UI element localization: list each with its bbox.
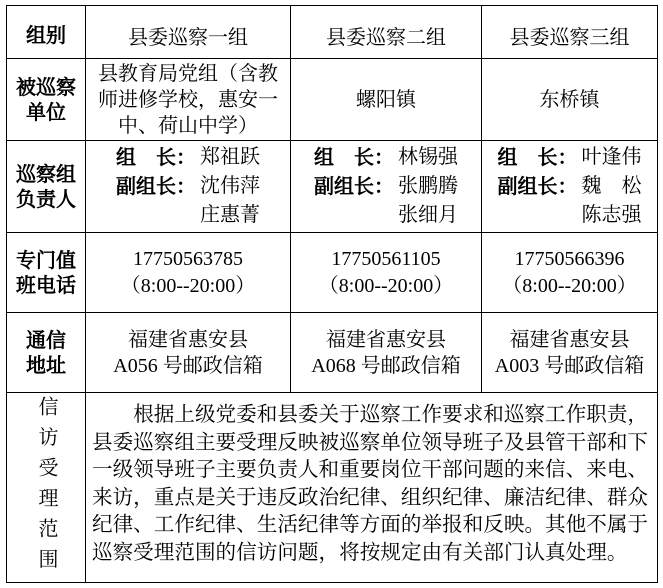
hotline-label-line-1: 专门值: [16, 247, 76, 272]
inspected-unit-group-1-line-1: 县教育局党组（含教: [98, 62, 278, 85]
group-1-address-line-2: A056 号邮政信箱: [113, 354, 263, 377]
scope-text-line-4: 来访，重点是关于违反政治纪律、组织纪律、廉洁纪律、群众: [92, 486, 649, 509]
address-group-1-cell: [86, 313, 291, 393]
header-group-3-cell: [482, 6, 658, 59]
inspected-unit-label-line-2: 单位: [26, 99, 66, 124]
scope-text-line-6: 巡察受理范围的信访问题，将按规定由有关部门认真处理。: [92, 541, 628, 564]
deputy-label: 副组长：: [116, 174, 196, 198]
hotline-group-3-cell: [482, 233, 658, 313]
group-3-duty-hours: （8:00--20:00）: [502, 274, 637, 297]
deputy-label: 副组长：: [497, 174, 578, 198]
address-group-3-cell: [482, 313, 658, 393]
hotline-group-1-cell: [86, 233, 291, 313]
address-label-line-1: 通信: [26, 327, 66, 352]
inspected-unit-label-cell: [7, 59, 86, 141]
address-label-cell: [7, 313, 86, 393]
inspection-groups-table: [6, 5, 658, 583]
group-2-deputy-2-name: 张细月: [398, 204, 458, 226]
leaders-label-line-1: 巡察组: [16, 161, 76, 186]
leaders-label-line-2: 负责人: [16, 186, 76, 211]
scope-label-cell: [7, 393, 86, 583]
group-2-deputy-1-name: 张鹏腾: [398, 175, 458, 197]
leaders-group-2-list: [314, 143, 458, 230]
address-label-line-2: 地址: [26, 352, 66, 377]
leaders-label-cell: [7, 141, 86, 233]
group-2-duty-hours: （8:00--20:00）: [318, 274, 454, 297]
group-3-deputy-2-name: 陈志强: [581, 204, 642, 226]
inspected-unit-group-2-cell: [291, 59, 482, 141]
inspected-unit-group-1-line-2: 师进修学校，惠安一: [98, 88, 278, 111]
group-2-leader-name: 林锡强: [398, 146, 458, 168]
hotline-label-cell: [7, 233, 86, 313]
inspected-unit-group-3-cell: [482, 59, 658, 141]
inspected-unit-group-3-line-1: 东桥镇: [539, 88, 600, 111]
deputy-label: 副组长：: [314, 174, 394, 198]
group-3-address-line-1: 福建省惠安县: [509, 328, 630, 351]
leaders-group-1-list: [116, 143, 260, 230]
group-1-leader-name: 郑祖跃: [200, 146, 260, 168]
group-1-duty-hours: （8:00--20:00）: [120, 274, 256, 297]
scope-text-line-1: 根据上级党委和县委关于巡察工作要求和巡察工作职责，: [133, 404, 649, 426]
header-label-cell: [7, 6, 86, 59]
group-1-name: 县委巡察一组: [128, 26, 248, 49]
header-group-1-cell: [86, 6, 291, 59]
scope-text-cell: [86, 393, 658, 583]
inspected-unit-label-line-1: 被巡察: [16, 74, 76, 99]
scope-text-line-5: 纪律、工作纪律、生活纪律等方面的举报和反映。其他不属于: [92, 514, 649, 536]
hotline-group-2-cell: [291, 233, 482, 313]
leader-label-spacer: [314, 201, 398, 230]
leaders-group-3-list: [498, 143, 642, 230]
group-2-address-line-1: 福建省惠安县: [326, 328, 446, 351]
leader-label: 组 长：: [314, 145, 394, 169]
header-label: 组别: [26, 22, 66, 47]
group-2-name: 县委巡察二组: [326, 26, 446, 49]
scope-text-line-3: 一级领导班子主要负责人和重要岗位干部问题的来信、来电、: [92, 459, 649, 481]
group-3-name: 县委巡察三组: [509, 26, 630, 49]
group-3-phone-number: 17750566396: [514, 247, 625, 270]
leaders-group-2-cell: [291, 141, 482, 233]
inspected-unit-group-1-cell: [86, 59, 291, 141]
group-2-phone-number: 17750561105: [331, 247, 441, 270]
group-3-leader-name: 叶逢伟: [581, 146, 642, 168]
group-1-phone-number: 17750563785: [133, 247, 243, 270]
address-group-2-cell: [291, 313, 482, 393]
leaders-group-1-cell: [86, 141, 291, 233]
scope-text-line-2: 县委巡察组主要受理反映被巡察单位领导班子及县管干部和下: [92, 431, 649, 454]
inspected-unit-group-2-line-1: 螺阳镇: [356, 88, 416, 111]
leader-label: 组 长：: [497, 145, 578, 169]
scope-label: 信访受理范围: [35, 396, 57, 579]
group-3-deputy-1-name: 魏 松: [581, 175, 642, 197]
group-3-address-line-2: A003 号邮政信箱: [494, 354, 645, 377]
leader-label: 组 长：: [116, 145, 196, 169]
group-1-deputy-1-name: 沈伟萍: [200, 175, 260, 197]
inspected-unit-group-1-line-3: 中、荷山中学）: [118, 114, 258, 137]
group-1-address-line-1: 福建省惠安县: [128, 328, 248, 351]
group-2-address-line-2: A068 号邮政信箱: [311, 354, 461, 377]
leaders-group-3-cell: [482, 141, 658, 233]
leader-label-spacer: [116, 201, 200, 230]
header-group-2-cell: [291, 6, 482, 59]
hotline-label-line-2: 班电话: [16, 272, 76, 297]
leader-label-spacer: [498, 201, 582, 230]
group-1-deputy-2-name: 庄惠菁: [200, 204, 260, 226]
